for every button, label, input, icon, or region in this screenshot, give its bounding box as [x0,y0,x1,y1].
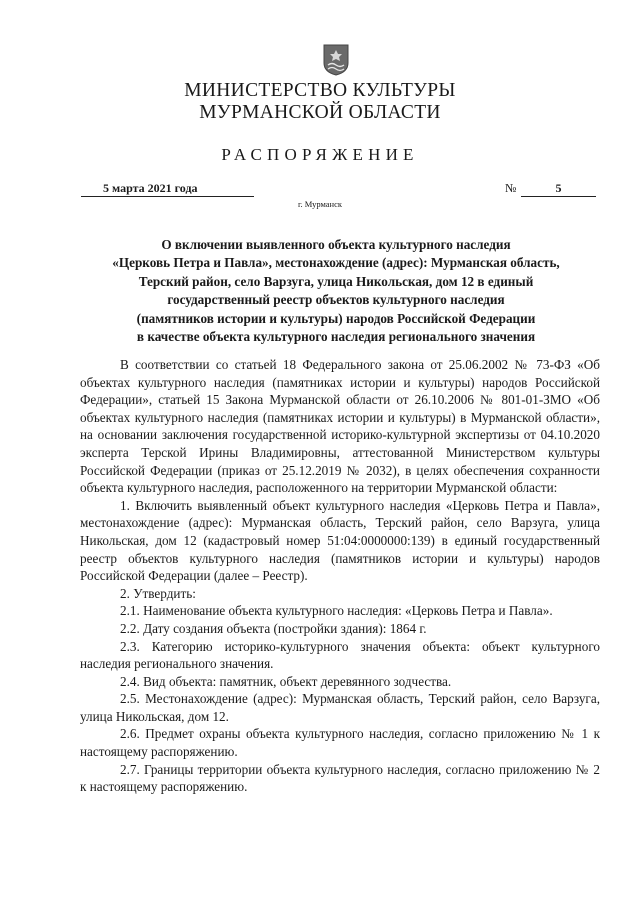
ministry-name-line2: МУРМАНСКОЙ ОБЛАСТИ [199,102,441,123]
title-line: в качестве объекта культурного наследия регионального значения [136,329,536,345]
item-2-2-paragraph: 2.2. Дату создания объекта (постройки здания): 1864 г. [120,620,427,636]
title-line: О включении выявленного объекта культурного наследия [161,237,511,252]
document-number: 5 [521,181,596,197]
ministry-name-line1: МИНИСТЕРСТВО КУЛЬТУРЫ [184,80,456,101]
title-line: (памятников истории и культуры) народов Российской Федерации [136,310,536,326]
item-2-1-paragraph: 2.1. Наименование объекта культурного наследия: «Церковь Петра и Павла». [120,603,553,619]
document-city: г. Мурманск [297,199,343,209]
item-2-3-paragraph: 2.3. Категорию историко-культурного значения объекта: объект культурного наследия регионального значения. [80,638,600,672]
item-2-4-paragraph: 2.4. Вид объекта: памятник, объект деревянного зодчества. [120,673,452,689]
item-2-5-paragraph: 2.5. Местонахождение (адрес): Мурманская область, Терский район, село Варзуга, улица Никольская, дом 12. [80,691,600,724]
document-title [72,236,600,346]
item-1-paragraph: 1. Включить выявленный объект культурного наследия «Церковь Петра и Павла», местонахождение (адрес): Мурманская область, Терский район, село Варзуга, улица Никольская, дом 12 (кадастровый номер 51:04:0000000:139) в единый государственный реестр объектов культурного наследия (памятников истории и культуры) народов Российской Федерации (далее – Реестр). [80,497,600,584]
document-body [80,356,600,796]
document-date: 5 марта 2021 года [81,181,254,197]
preamble-paragraph: В соответствии со статьей 18 Федерального закона от 25.06.2002 № 73-ФЗ «Об объектах культурного наследия (памятниках истории и культуры) народов Российской Федерации», статьей 15 Закона Мурманской области от 26.10.2006 № 801-01-ЗМО «Об объектах культурного наследия (памятниках истории и культуры) в Мурманской области», на основании заключения государственной историко-культурной экспертизы от 04.10.2020 эксперта Терской Ирины Владимировны, аттестованной Министерством культуры Российской Федерации (приказ от 25.12.2019 № 2032), в целях обеспечения сохранности объекта культурного наследия, расположенного на территории Мурманской области: [80,357,600,496]
document-type: РАСПОРЯЖЕНИЕ [221,145,419,164]
title-line: Терский район, село Варзуга, улица Никольская, дом 12 в единый [138,273,534,289]
item-2-6-paragraph: 2.6. Предмет охраны объекта культурного наследия, согласно приложению № 1 к настоящему распоряжению. [80,726,600,760]
title-line: «Церковь Петра и Павла», местонахождение (адрес): Мурманская область, [112,255,560,271]
item-2-paragraph: 2. Утвердить: [120,585,196,601]
coat-of-arms-icon [323,44,349,76]
item-2-7-paragraph: 2.7. Границы территории объекта культурного наследия, согласно приложению № 2 к настоящему распоряжению. [80,761,600,795]
number-sign: № [505,181,517,195]
title-line: государственный реестр объектов культурного наследия [167,292,505,308]
